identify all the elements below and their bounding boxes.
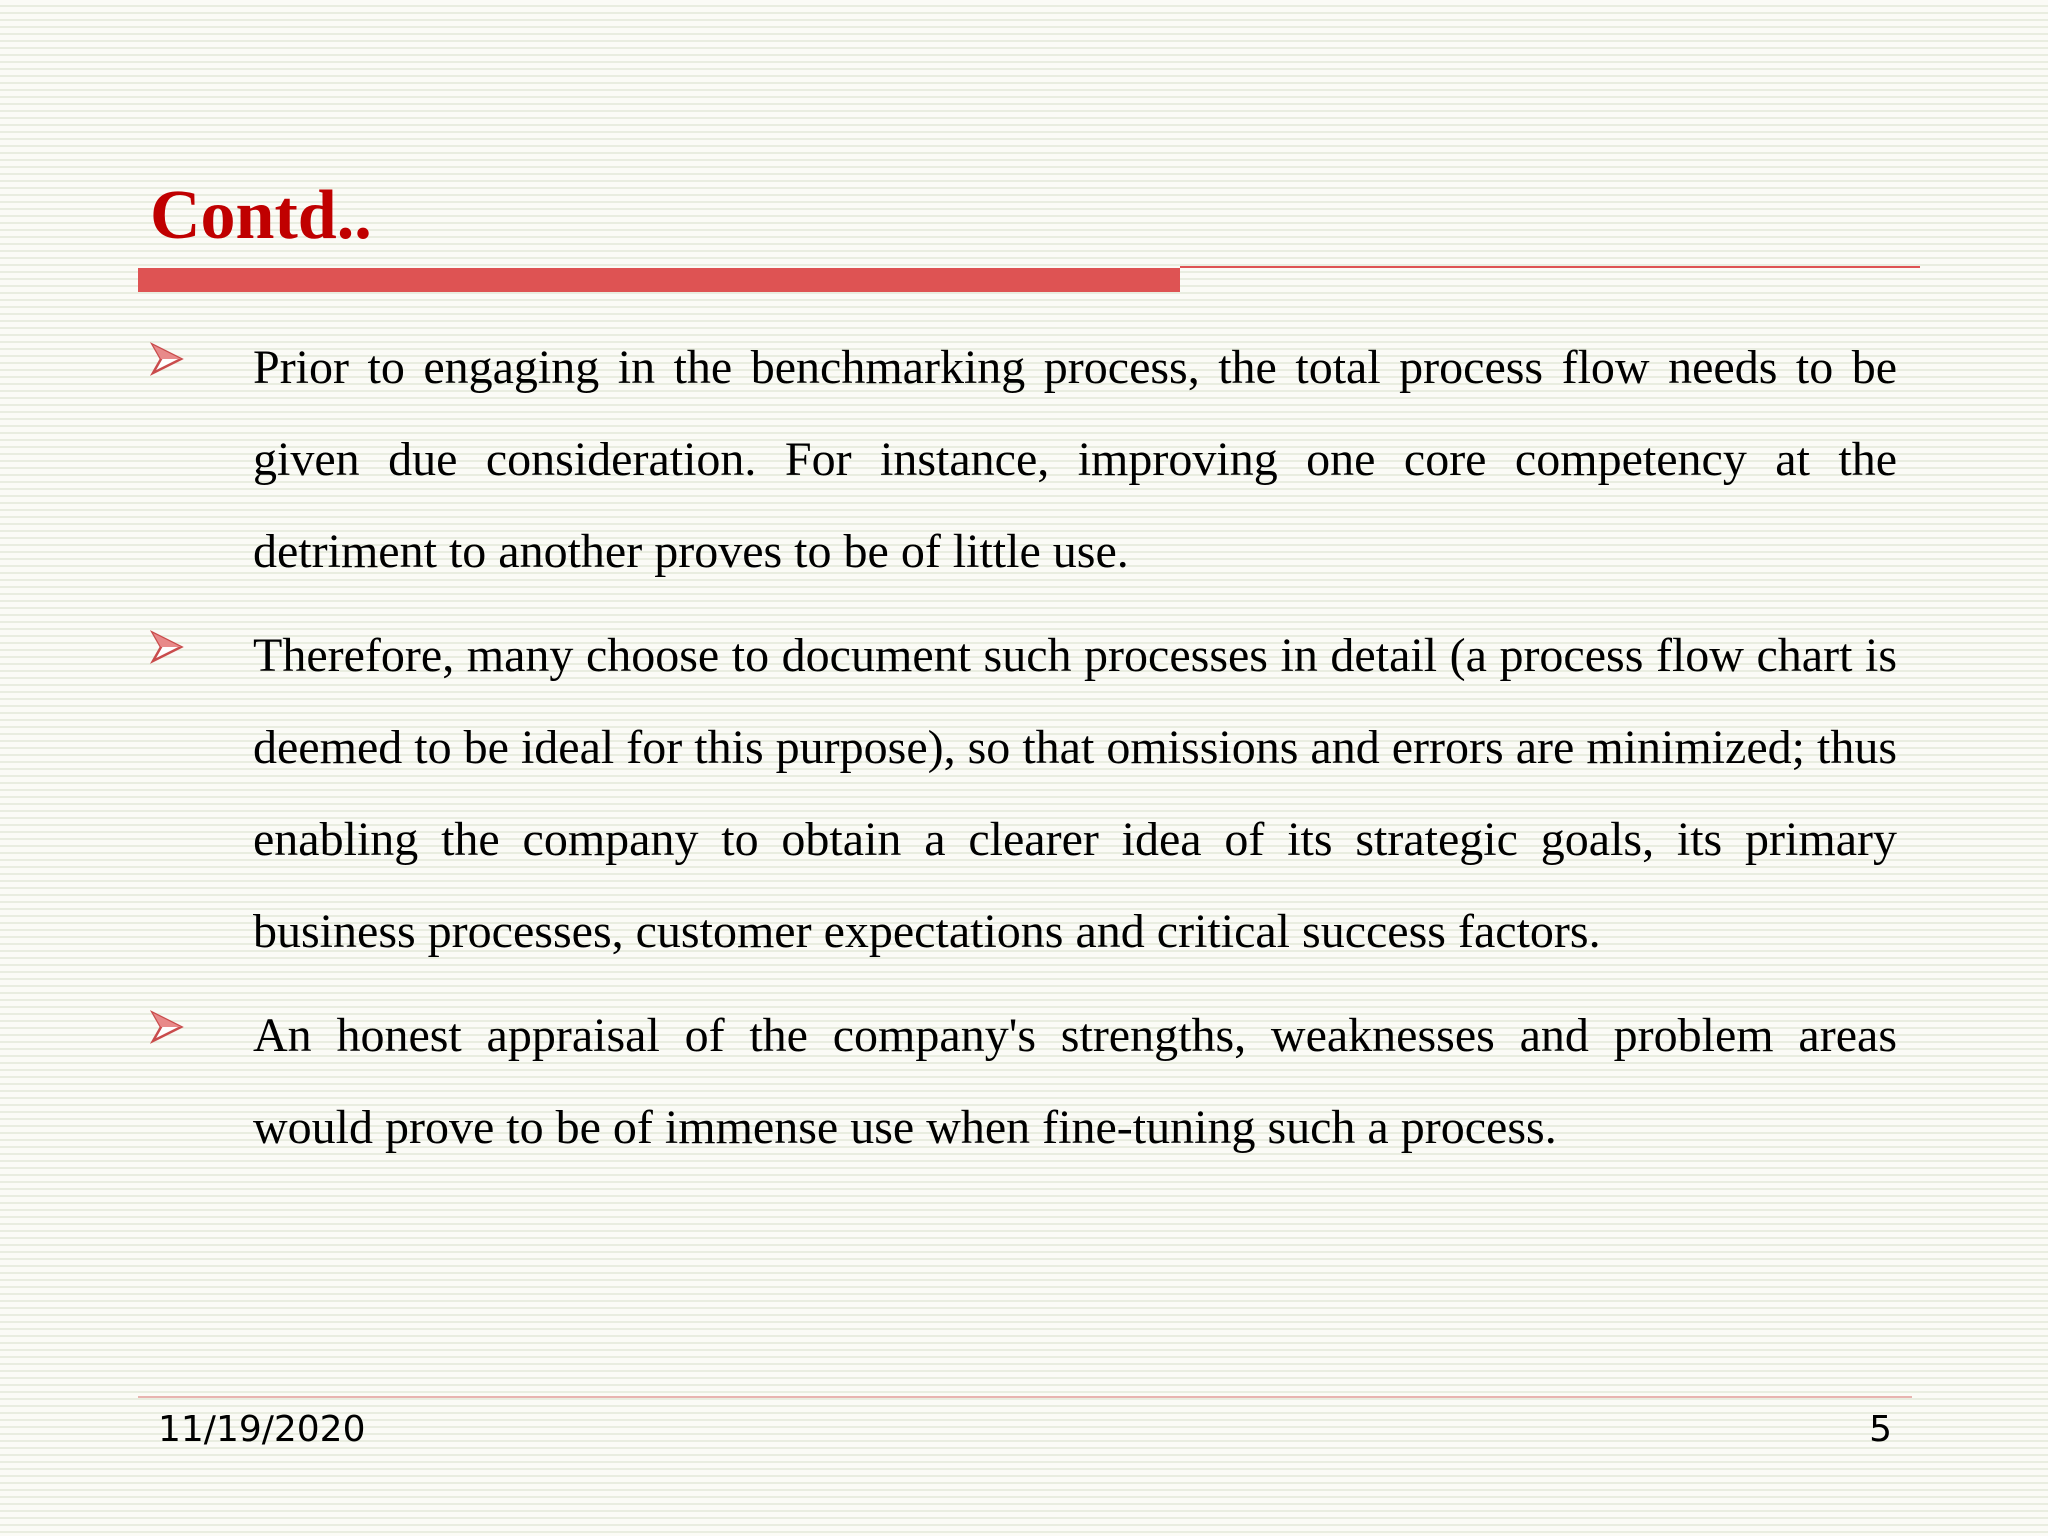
bullet-text: Prior to engaging in the benchmarking process, the total process flow needs to be given due consideration. For instance, improving one core competency at the detriment to another proves to be of little use.	[253, 341, 1897, 578]
footer-date: 11/19/2020	[158, 1409, 366, 1450]
bullet-item	[0, 322, 2048, 598]
bullet-item	[0, 990, 2048, 1174]
arrowhead-bullet-icon	[150, 630, 184, 664]
slide-title: Contd..	[150, 177, 372, 254]
arrowhead-bullet-icon	[150, 1010, 184, 1044]
bullet-text: An honest appraisal of the company's strengths, weaknesses and problem areas would prove to be of immense use when fine-tuning such a process.	[253, 1009, 1897, 1154]
bullet-item	[0, 610, 2048, 978]
page-number: 5	[1869, 1409, 1892, 1450]
title-underline-thin	[1180, 266, 1920, 268]
bullet-text: Therefore, many choose to document such processes in detail (a process flow chart is deemed to be ideal for this purpose), so that omissions and errors are minimized; thus enabling the company to obtain a clearer idea of its strategic goals, its primary business processes, customer expectations and critical success factors.	[253, 629, 1897, 958]
arrowhead-bullet-icon	[150, 342, 184, 376]
footer-divider	[138, 1396, 1912, 1398]
title-underline-thick	[138, 268, 1180, 292]
bullet-list	[0, 322, 2048, 1186]
